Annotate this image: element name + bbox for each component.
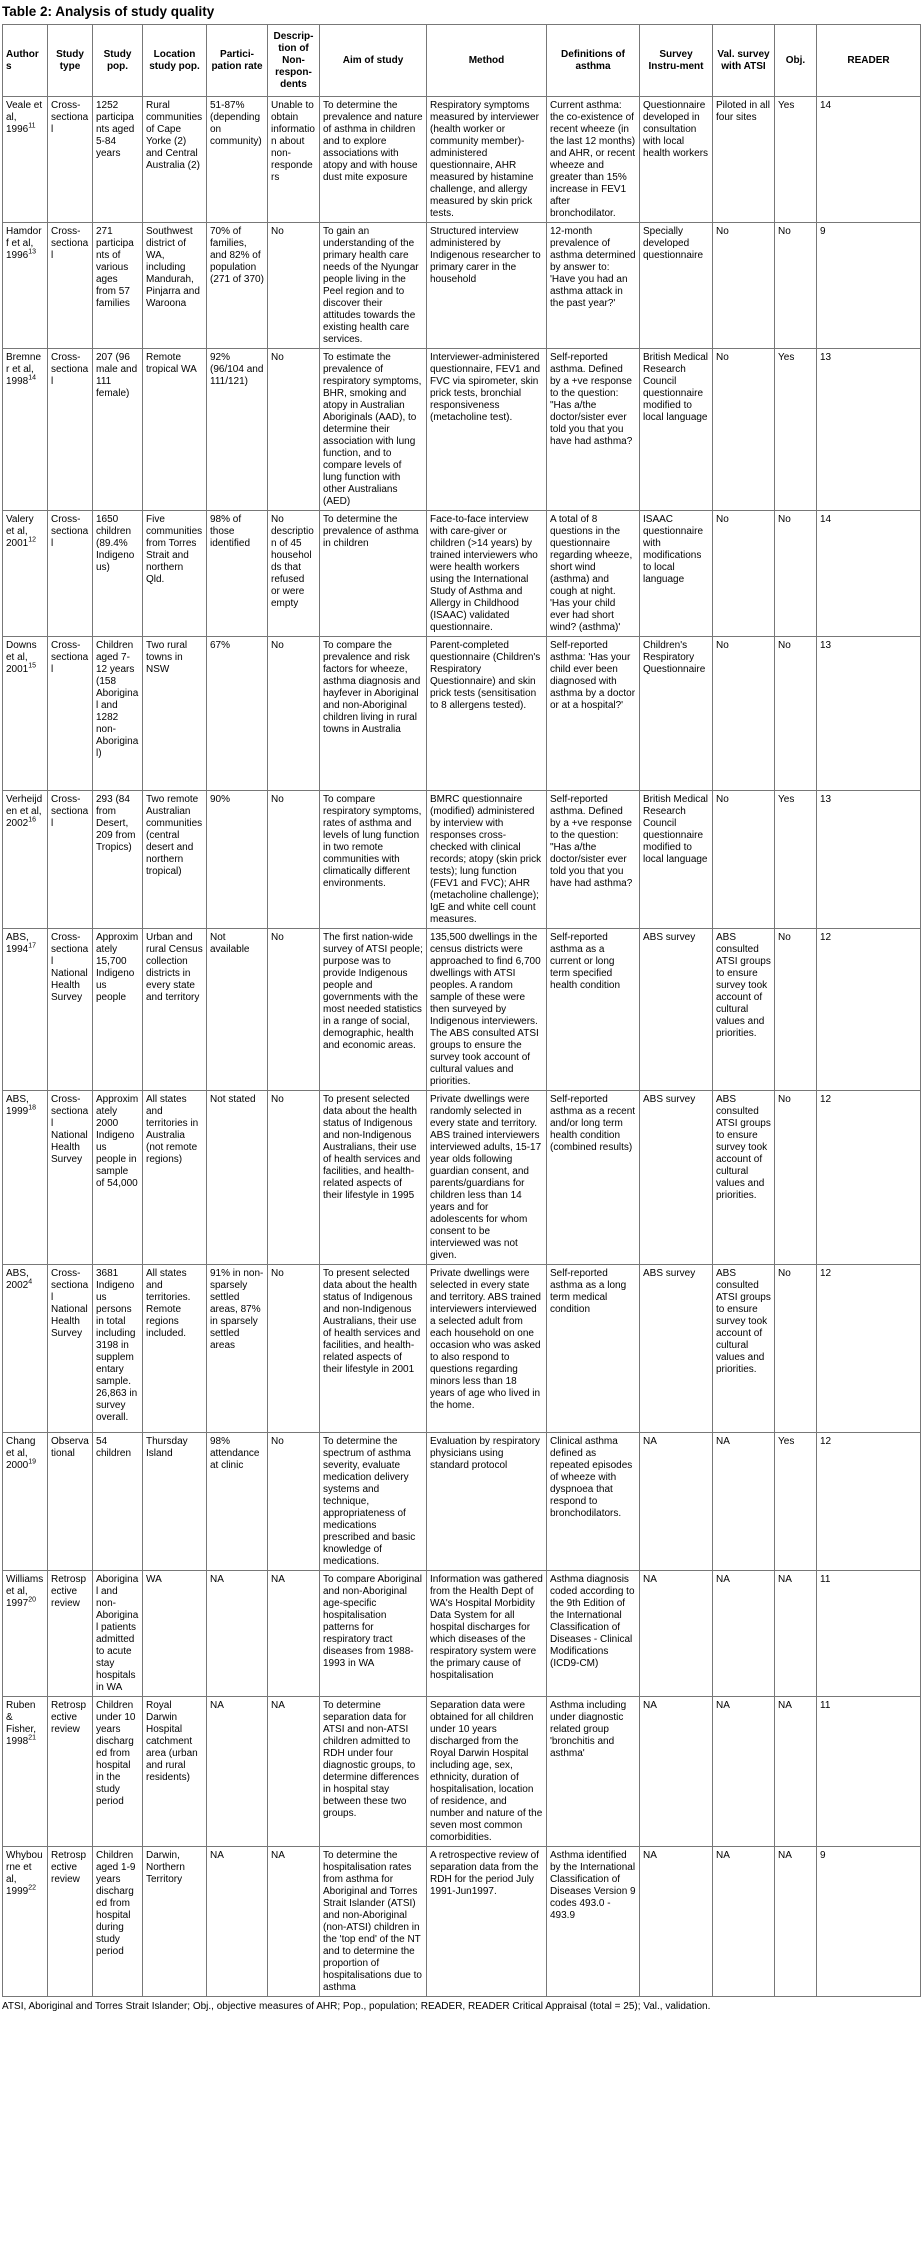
reader-score-cell: 12	[817, 1265, 921, 1433]
table-row	[3, 637, 921, 791]
header-row	[3, 25, 921, 97]
survey-instrument-cell: Specially developed questionnaire	[640, 223, 713, 349]
study-type-cell: Retrospective review	[48, 1847, 93, 1997]
authors-cell: Valery et al, 2001$^{12}$	[3, 511, 48, 637]
column-header: Study type	[48, 25, 93, 97]
aim-cell: To estimate the prevalence of respiratory symptoms, BHR, smoking and atopy in Australian Aboriginals (AAD), to determine their association with lung function, and to compare levels of lung function with other Australians (AED)	[320, 349, 427, 511]
column-header: Val. survey with ATSI	[713, 25, 775, 97]
reader-score-cell: 11	[817, 1571, 921, 1697]
non-respondents-cell: No	[268, 1433, 320, 1571]
method-cell: Evaluation by respiratory physicians using standard protocol	[427, 1433, 547, 1571]
aim-cell: To determine separation data for ATSI and non-ATSI children admitted to RDH under four diagnostic groups, to determine differences in hospital stay between these two groups.	[320, 1697, 427, 1847]
footnote: ATSI, Aboriginal and Torres Strait Islander; Obj., objective measures of AHR; Pop., population; READER, READER Critical Appraisal (total = 25); Val., validation.	[2, 2001, 711, 2012]
location-cell: All states and territories in Australia (not remote regions)	[143, 1091, 207, 1265]
study-quality-table	[2, 24, 921, 1997]
table-row	[3, 1697, 921, 1847]
aim-cell: To present selected data about the health status of Indigenous and non-Indigenous Australians, their use of health services and facilities, and health-related aspects of their lifestyle in 2001	[320, 1265, 427, 1433]
survey-instrument-cell: Children's Respiratory Questionnaire	[640, 637, 713, 791]
authors-cell: Chang et al, 2000$^{19}$	[3, 1433, 48, 1571]
reader-score-cell: 12	[817, 1091, 921, 1265]
authors-cell: Ruben & Fisher, 1998$^{21}$	[3, 1697, 48, 1847]
method-cell: Interviewer-administered questionnaire, FEV1 and FVC via spirometer, skin prick tests, bronchial responsiveness (metacholine test).	[427, 349, 547, 511]
study-type-cell: Retrospective review	[48, 1697, 93, 1847]
column-header: Descrip-tion of Non-respon-dents	[268, 25, 320, 97]
method-cell: BMRC questionnaire (modified) administered by interview with responses cross-checked with clinical records; atopy (skin prick tests); lung function (FEV1 and FVC); AHR (metacholine challenge); IgE and white cell count measures.	[427, 791, 547, 929]
validation-cell: ABS consulted ATSI groups to ensure survey took account of cultural values and priorities.	[713, 1265, 775, 1433]
location-cell: Remote tropical WA	[143, 349, 207, 511]
table-row	[3, 97, 921, 223]
study-type-cell: Observational	[48, 1433, 93, 1571]
definition-cell: Asthma diagnosis coded according to the 9th Edition of the International Classification of Diseases - Clinical Modifications (ICD9-CM)	[547, 1571, 640, 1697]
location-cell: Darwin, Northern Territory	[143, 1847, 207, 1997]
table-row	[3, 349, 921, 511]
participation-rate-cell: Not available	[207, 929, 268, 1091]
aim-cell: To determine the spectrum of asthma severity, evaluate medication delivery systems and technique, appropriateness of medications prescribed and basic knowledge of medications.	[320, 1433, 427, 1571]
study-pop-cell: 1650 children (89.4% Indigenous)	[93, 511, 143, 637]
objective-cell: No	[775, 637, 817, 791]
participation-rate-cell: NA	[207, 1847, 268, 1997]
table-row	[3, 1847, 921, 1997]
definition-cell: A total of 8 questions in the questionnaire regarding wheeze, short wind (asthma) and cough at night. 'Has your child ever had short wind? (asthma)'	[547, 511, 640, 637]
aim-cell: To compare Aboriginal and non-Aboriginal age-specific hospitalisation patterns for respiratory tract diseases from 1988-1993 in WA	[320, 1571, 427, 1697]
definition-cell: Self-reported asthma as a current or long term specified health condition	[547, 929, 640, 1091]
method-cell: Respiratory symptoms measured by interviewer (health worker or community member)-administered questionnaire, AHR measured by histamine challenge, and allergy measured by skin prick tests.	[427, 97, 547, 223]
reader-score-cell: 13	[817, 349, 921, 511]
definition-cell: Current asthma: the co-existence of recent wheeze (in the last 12 months) and AHR, or recent wheeze and greater than 15% increase in FEV1 after bronchodilator.	[547, 97, 640, 223]
reference-number: 16	[28, 816, 37, 824]
column-header: Partici-pation rate	[207, 25, 268, 97]
reader-score-cell: 13	[817, 637, 921, 791]
location-cell: Urban and rural Census collection districts in every state and territory	[143, 929, 207, 1091]
table-row	[3, 1265, 921, 1433]
method-cell: Face-to-face interview with care-giver or children (>14 years) by trained interviewers who were health workers using the International Study of Asthma and Allergy in Childhood (ISAAC) validated questionnaire.	[427, 511, 547, 637]
reader-score-cell: 12	[817, 929, 921, 1091]
study-type-cell: Cross-sectional	[48, 97, 93, 223]
aim-cell: To determine the hospitalisation rates from asthma for Aboriginal and Torres Strait Islander (ATSI) and non-Aboriginal (non-ATSI) children in the 'top end' of the NT and to determine the proportion of hospitalisations due to asthma	[320, 1847, 427, 1997]
validation-cell: No	[713, 511, 775, 637]
column-header: Definitions of asthma	[547, 25, 640, 97]
method-cell: Private dwellings were selected in every state and territory. ABS trained interviewers interviewed a selected adult from each household on one occasion who was asked to also respond to questions regarding minors less than 18 years of age who lived in the home.	[427, 1265, 547, 1433]
survey-instrument-cell: Questionnaire developed in consultation with local health workers	[640, 97, 713, 223]
participation-rate-cell: 98% attendance at clinic	[207, 1433, 268, 1571]
study-pop-cell: Children aged 1-9 years discharged from hospital during study period	[93, 1847, 143, 1997]
participation-rate-cell: 51-87% (depending on community)	[207, 97, 268, 223]
objective-cell: No	[775, 223, 817, 349]
validation-cell: NA	[713, 1697, 775, 1847]
study-type-cell: Retrospective review	[48, 1571, 93, 1697]
study-pop-cell: 271 participants of various ages from 57 families	[93, 223, 143, 349]
non-respondents-cell: No description of 45 households that refused or were empty	[268, 511, 320, 637]
study-pop-cell: Children aged 7-12 years (158 Aboriginal and 1282 non-Aboriginal)	[93, 637, 143, 791]
authors-cell: Downs et al, 2001$^{15}$	[3, 637, 48, 791]
study-pop-cell: 293 (84 from Desert, 209 from Tropics)	[93, 791, 143, 929]
aim-cell: To compare respiratory symptoms, rates of asthma and levels of lung function in two remote communities with climatically different environments.	[320, 791, 427, 929]
non-respondents-cell: No	[268, 929, 320, 1091]
non-respondents-cell: NA	[268, 1697, 320, 1847]
reader-score-cell: 11	[817, 1697, 921, 1847]
reference-number: 19	[28, 1458, 37, 1466]
non-respondents-cell: No	[268, 349, 320, 511]
definition-cell: Self-reported asthma: 'Has your child ever been diagnosed with asthma by a doctor or at a hospital?'	[547, 637, 640, 791]
study-pop-cell: 3681 Indigenous persons in total including 3198 in supplementary sample. 26,863 in survey overall.	[93, 1265, 143, 1433]
column-header: READER	[817, 25, 921, 97]
table-title: Table 2: Analysis of study quality	[2, 4, 215, 19]
survey-instrument-cell: NA	[640, 1697, 713, 1847]
survey-instrument-cell: NA	[640, 1571, 713, 1697]
objective-cell: Yes	[775, 791, 817, 929]
table-body	[3, 97, 921, 1997]
validation-cell: No	[713, 791, 775, 929]
study-pop-cell: 54 children	[93, 1433, 143, 1571]
method-cell: Information was gathered from the Health Dept of WA's Hospital Morbidity Data System for all hospital discharges for which diseases of the respiratory system were the primary cause of hospitalisation	[427, 1571, 547, 1697]
method-cell: Structured interview administered by Indigenous researcher to primary carer in the household	[427, 223, 547, 349]
study-type-cell: Cross-sectional	[48, 511, 93, 637]
participation-rate-cell: 91% in non-sparsely settled areas, 87% in sparsely settled areas	[207, 1265, 268, 1433]
authors-cell: ABS, 2002$^4$	[3, 1265, 48, 1433]
non-respondents-cell: No	[268, 1091, 320, 1265]
non-respondents-cell: NA	[268, 1847, 320, 1997]
definition-cell: Asthma including under diagnostic related group 'bronchitis and asthma'	[547, 1697, 640, 1847]
survey-instrument-cell: ABS survey	[640, 1091, 713, 1265]
location-cell: Five communities from Torres Strait and northern Qld.	[143, 511, 207, 637]
table-row	[3, 223, 921, 349]
reader-score-cell: 9	[817, 223, 921, 349]
column-header: Location study pop.	[143, 25, 207, 97]
authors-cell: ABS, 1999$^{18}$	[3, 1091, 48, 1265]
reference-number: 14	[28, 374, 37, 382]
objective-cell: Yes	[775, 1433, 817, 1571]
definition-cell: Self-reported asthma as a recent and/or long term health condition (combined results)	[547, 1091, 640, 1265]
survey-instrument-cell: NA	[640, 1847, 713, 1997]
aim-cell: To compare the prevalence and risk factors for wheeze, asthma diagnosis and hayfever in Aboriginal and non-Aboriginal children living in rural towns in Australia	[320, 637, 427, 791]
non-respondents-cell: No	[268, 637, 320, 791]
column-header: Method	[427, 25, 547, 97]
survey-instrument-cell: British Medical Research Council questionnaire modified to local language	[640, 791, 713, 929]
column-header: Survey Instru-ment	[640, 25, 713, 97]
definition-cell: 12-month prevalence of asthma determined by answer to: 'Have you had an asthma attack in the past year?'	[547, 223, 640, 349]
column-header: Obj.	[775, 25, 817, 97]
reader-score-cell: 14	[817, 97, 921, 223]
method-cell: Separation data were obtained for all children under 10 years discharged from the Royal Darwin Hospital including age, sex, ethnicity, duration of hospitalisation, location of residence, and number and nature of the seven most common comorbidities.	[427, 1697, 547, 1847]
non-respondents-cell: NA	[268, 1571, 320, 1697]
definition-cell: Clinical asthma defined as repeated episodes of wheeze with dyspnoea that respond to bronchodilators.	[547, 1433, 640, 1571]
location-cell: Southwest district of WA, including Mandurah, Pinjarra and Waroona	[143, 223, 207, 349]
study-type-cell: Cross-sectional	[48, 349, 93, 511]
objective-cell: NA	[775, 1571, 817, 1697]
survey-instrument-cell: ABS survey	[640, 929, 713, 1091]
table-row	[3, 1433, 921, 1571]
study-type-cell: Cross-sectional	[48, 791, 93, 929]
reader-score-cell: 12	[817, 1433, 921, 1571]
validation-cell: Piloted in all four sites	[713, 97, 775, 223]
non-respondents-cell: No	[268, 791, 320, 929]
study-pop-cell: 207 (96 male and 111 female)	[93, 349, 143, 511]
non-respondents-cell: Unable to obtain information about non-responders	[268, 97, 320, 223]
column-header: Aim of study	[320, 25, 427, 97]
reader-score-cell: 9	[817, 1847, 921, 1997]
reference-number: 22	[28, 1884, 37, 1892]
survey-instrument-cell: British Medical Research Council questionnaire modified to local language	[640, 349, 713, 511]
survey-instrument-cell: ABS survey	[640, 1265, 713, 1433]
participation-rate-cell: 90%	[207, 791, 268, 929]
participation-rate-cell: NA	[207, 1697, 268, 1847]
aim-cell: To determine the prevalence of asthma in children	[320, 511, 427, 637]
aim-cell: To determine the prevalence and nature of asthma in children and to explore associations with atopy and with house dust mite exposure	[320, 97, 427, 223]
participation-rate-cell: Not stated	[207, 1091, 268, 1265]
study-pop-cell: 1252 participants aged 5-84 years	[93, 97, 143, 223]
authors-cell: Whybourne et al, 1999$^{22}$	[3, 1847, 48, 1997]
location-cell: Two rural towns in NSW	[143, 637, 207, 791]
location-cell: Thursday Island	[143, 1433, 207, 1571]
location-cell: WA	[143, 1571, 207, 1697]
authors-cell: Hamdorf et al, 1996$^{13}$	[3, 223, 48, 349]
validation-cell: No	[713, 637, 775, 791]
reference-number: 15	[28, 662, 37, 670]
objective-cell: Yes	[775, 349, 817, 511]
objective-cell: No	[775, 1265, 817, 1433]
validation-cell: NA	[713, 1571, 775, 1697]
aim-cell: The first nation-wide survey of ATSI people; purpose was to provide Indigenous people and governments with the most needed statistics in a range of social, demographic, health and economic areas.	[320, 929, 427, 1091]
table-row	[3, 511, 921, 637]
validation-cell: ABS consulted ATSI groups to ensure survey took account of cultural values and priorities.	[713, 929, 775, 1091]
validation-cell: NA	[713, 1433, 775, 1571]
definition-cell: Self-reported asthma. Defined by a +ve response to the question: "Has a/the doctor/sister ever told you that you have had asthma?	[547, 349, 640, 511]
table-row	[3, 791, 921, 929]
authors-cell: Veale et al, 1996$^{11}$	[3, 97, 48, 223]
reference-number: 17	[28, 942, 37, 950]
method-cell: 135,500 dwellings in the census districts were approached to find 6,700 dwellings with ATSI peoples. A random sample of these were then surveyed by Indigenous interviewers. The ABS consulted ATSI groups to ensure the survey took account of cultural values and priorities.	[427, 929, 547, 1091]
study-pop-cell: Aboriginal and non-Aboriginal patients admitted to acute stay hospitals in WA	[93, 1571, 143, 1697]
survey-instrument-cell: ISAAC questionnaire with modifications to local language	[640, 511, 713, 637]
study-type-cell: Cross-sectional	[48, 223, 93, 349]
location-cell: All states and territories. Remote regions included.	[143, 1265, 207, 1433]
objective-cell: NA	[775, 1847, 817, 1997]
aim-cell: To present selected data about the health status of Indigenous and non-Indigenous Australians, their use of health services and facilities, and health-related aspects of their lifestyle in 1995	[320, 1091, 427, 1265]
validation-cell: ABS consulted ATSI groups to ensure survey took account of cultural values and priorities.	[713, 1091, 775, 1265]
participation-rate-cell: 70% of families, and 82% of population (271 of 370)	[207, 223, 268, 349]
objective-cell: NA	[775, 1697, 817, 1847]
objective-cell: No	[775, 511, 817, 637]
definition-cell: Self-reported asthma. Defined by a +ve response to the question: "Has a/the doctor/sister ever told you that you have had asthma?	[547, 791, 640, 929]
reference-number: 11	[28, 122, 36, 130]
objective-cell: Yes	[775, 97, 817, 223]
aim-cell: To gain an understanding of the primary health care needs of the Nyungar people living in the Peel region and to discover their attitudes towards the existing health care services.	[320, 223, 427, 349]
reference-number: 13	[28, 248, 37, 256]
authors-cell: Bremner et al, 1998$^{14}$	[3, 349, 48, 511]
authors-cell: ABS, 1994$^{17}$	[3, 929, 48, 1091]
participation-rate-cell: 67%	[207, 637, 268, 791]
location-cell: Rural communities of Cape Yorke (2) and Central Australia (2)	[143, 97, 207, 223]
authors-cell: Verheijden et al, 2002$^{16}$	[3, 791, 48, 929]
location-cell: Royal Darwin Hospital catchment area (urban and rural residents)	[143, 1697, 207, 1847]
reference-number: 18	[28, 1104, 37, 1112]
study-pop-cell: Children under 10 years discharged from hospital in the study period	[93, 1697, 143, 1847]
authors-cell: Williams et al, 1997$^{20}$	[3, 1571, 48, 1697]
table-row	[3, 929, 921, 1091]
participation-rate-cell: NA	[207, 1571, 268, 1697]
reference-number: 21	[28, 1734, 37, 1742]
study-pop-cell: Approximately 2000 Indigenous people in sample of 54,000	[93, 1091, 143, 1265]
study-type-cell: Cross-sectional National Health Survey	[48, 1265, 93, 1433]
survey-instrument-cell: NA	[640, 1433, 713, 1571]
participation-rate-cell: 92% (96/104 and 111/121)	[207, 349, 268, 511]
definition-cell: Self-reported asthma as a long term medical condition	[547, 1265, 640, 1433]
column-header: Study pop.	[93, 25, 143, 97]
study-type-cell: Cross-sectional National Health Survey	[48, 1091, 93, 1265]
location-cell: Two remote Australian communities (central desert and northern tropical)	[143, 791, 207, 929]
reader-score-cell: 14	[817, 511, 921, 637]
method-cell: A retrospective review of separation data from the RDH for the period July 1991-Jun1997.	[427, 1847, 547, 1997]
study-type-cell: Cross-sectional	[48, 637, 93, 791]
validation-cell: NA	[713, 1847, 775, 1997]
method-cell: Parent-completed questionnaire (Children's Respiratory Questionnaire) and skin prick tests (sensitisation to 8 allergens tested).	[427, 637, 547, 791]
non-respondents-cell: No	[268, 1265, 320, 1433]
study-pop-cell: Approximately 15,700 Indigenous people	[93, 929, 143, 1091]
method-cell: Private dwellings were randomly selected in every state and territory. ABS trained interviewers interviewed adults, 15-17 year olds following guardian consent, and parents/guardians for children less than 14 years and for adolescents for whom consent to be interviewed was not given.	[427, 1091, 547, 1265]
objective-cell: No	[775, 1091, 817, 1265]
table-row	[3, 1571, 921, 1697]
column-header: Authors	[3, 25, 48, 97]
table-row	[3, 1091, 921, 1265]
non-respondents-cell: No	[268, 223, 320, 349]
reference-number: 12	[28, 536, 37, 544]
participation-rate-cell: 98% of those identified	[207, 511, 268, 637]
objective-cell: No	[775, 929, 817, 1091]
definition-cell: Asthma identified by the International Classification of Diseases Version 9 codes 493.0 - 493.9	[547, 1847, 640, 1997]
reader-score-cell: 13	[817, 791, 921, 929]
validation-cell: No	[713, 349, 775, 511]
study-type-cell: Cross-sectional National Health Survey	[48, 929, 93, 1091]
reference-number: 20	[28, 1596, 37, 1604]
reference-number: 4	[28, 1278, 33, 1286]
validation-cell: No	[713, 223, 775, 349]
